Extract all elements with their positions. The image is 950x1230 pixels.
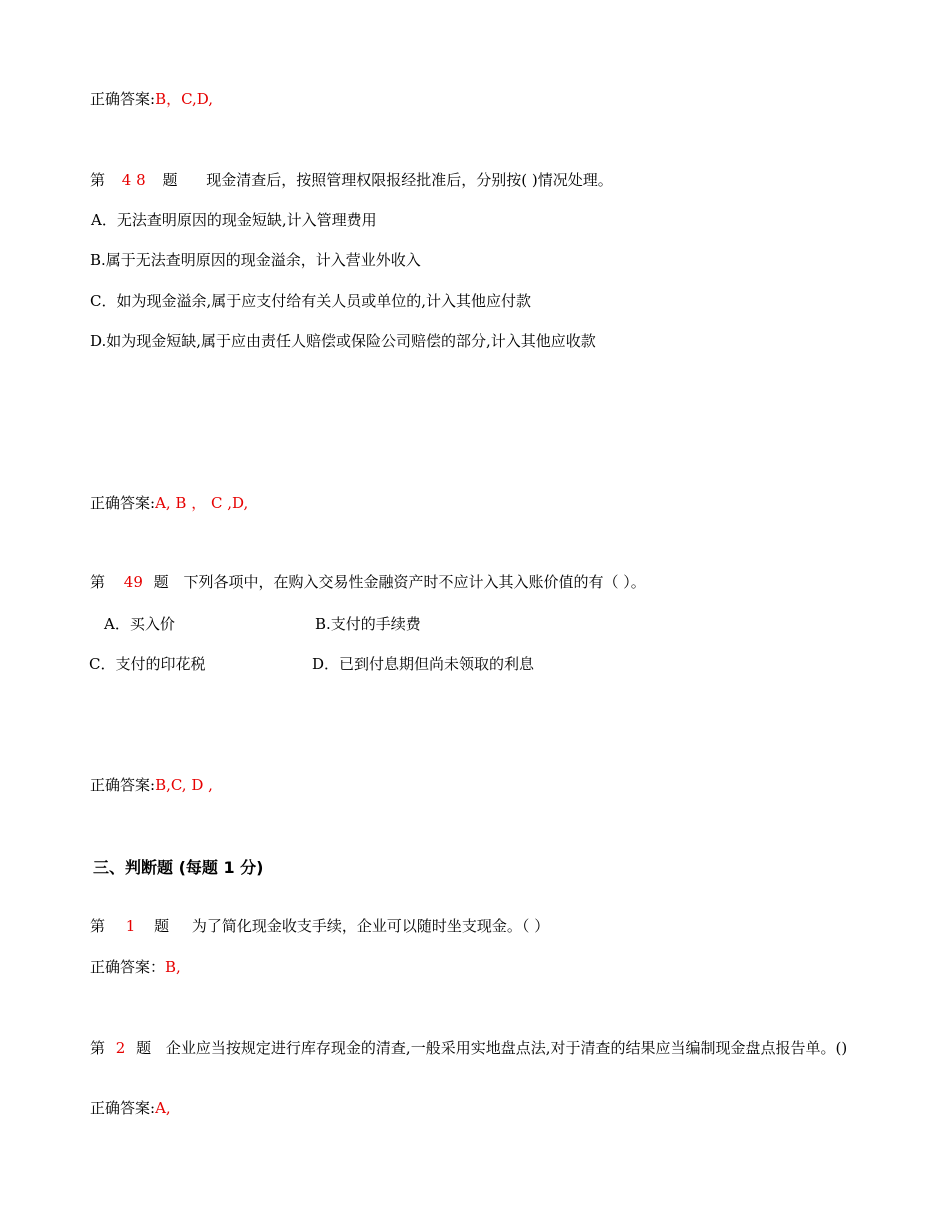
answer-line-47: [90, 89, 213, 109]
question-text: 为了简化现金收支手续，企业可以随时坐支现金。（ ）: [191, 917, 550, 935]
question-prefix: 第: [90, 1039, 106, 1057]
question-number: 49: [123, 573, 143, 591]
answer-line-49: [90, 775, 213, 795]
answer-label: 正确答案：: [90, 958, 166, 976]
question-text: 企业应当按规定进行库存现金的清查,一般采用实地盘点法,对于清查的结果应当编制现金盘点报告单。(): [165, 1039, 848, 1057]
answer-label: 正确答案:: [90, 90, 156, 108]
option-c: C．如为现金溢余,属于应支付给有关人员或单位的,计入其他应付款: [90, 292, 532, 310]
question-suffix: 题: [136, 1039, 152, 1057]
question-suffix: 题: [153, 573, 169, 591]
answer-label: 正确答案:: [90, 494, 156, 512]
answer-line-j1: [90, 957, 181, 977]
option-c: C．支付的印花税: [89, 655, 206, 673]
answer-label: 正确答案:: [90, 1099, 156, 1117]
judgement-1: [90, 916, 549, 936]
option-a: A．无法查明原因的现金短缺,计入管理费用: [91, 211, 377, 229]
answer-line-j2: [90, 1098, 171, 1118]
question-suffix: 题: [162, 171, 178, 189]
answer-value: B,: [165, 958, 181, 976]
option-d: D．已到付息期但尚未领取的利息: [312, 655, 535, 673]
option-d: D.如为现金短缺,属于应由责任人赔偿或保险公司赔偿的部分,计入其他应收款: [90, 332, 596, 350]
question-text: 现金清查后，按照管理权限报经批准后，分别按( )情况处理。: [206, 171, 613, 189]
answer-value: A,: [155, 1099, 171, 1117]
answer-line-48: [90, 493, 248, 513]
question-text: 下列各项中，在购入交易性金融资产时不应计入其入账价值的有（ ）。: [183, 573, 646, 591]
answer-value: B,C, D ,: [155, 776, 213, 794]
judgement-2: [90, 1039, 860, 1057]
question-suffix: 题: [154, 917, 170, 935]
question-prefix: 第: [90, 171, 106, 189]
option-b: B.属于无法查明原因的现金溢余，计入营业外收入: [90, 251, 421, 269]
question-number: 1: [125, 917, 136, 935]
answer-label: 正确答案:: [90, 776, 156, 794]
option-a: A．买入价: [104, 615, 175, 633]
answer-value: B，C,D,: [155, 90, 214, 108]
question-number: 4 8: [121, 171, 146, 189]
answer-value: A, B ， C ,D,: [155, 494, 249, 512]
question-number: 2: [115, 1039, 126, 1057]
section-title: 三、判断题 (每题 1 分): [93, 858, 264, 877]
question-48: [90, 170, 613, 190]
option-b: B.支付的手续费: [315, 615, 421, 633]
question-prefix: 第: [90, 917, 106, 935]
question-49: [90, 572, 646, 592]
question-prefix: 第: [90, 573, 106, 591]
